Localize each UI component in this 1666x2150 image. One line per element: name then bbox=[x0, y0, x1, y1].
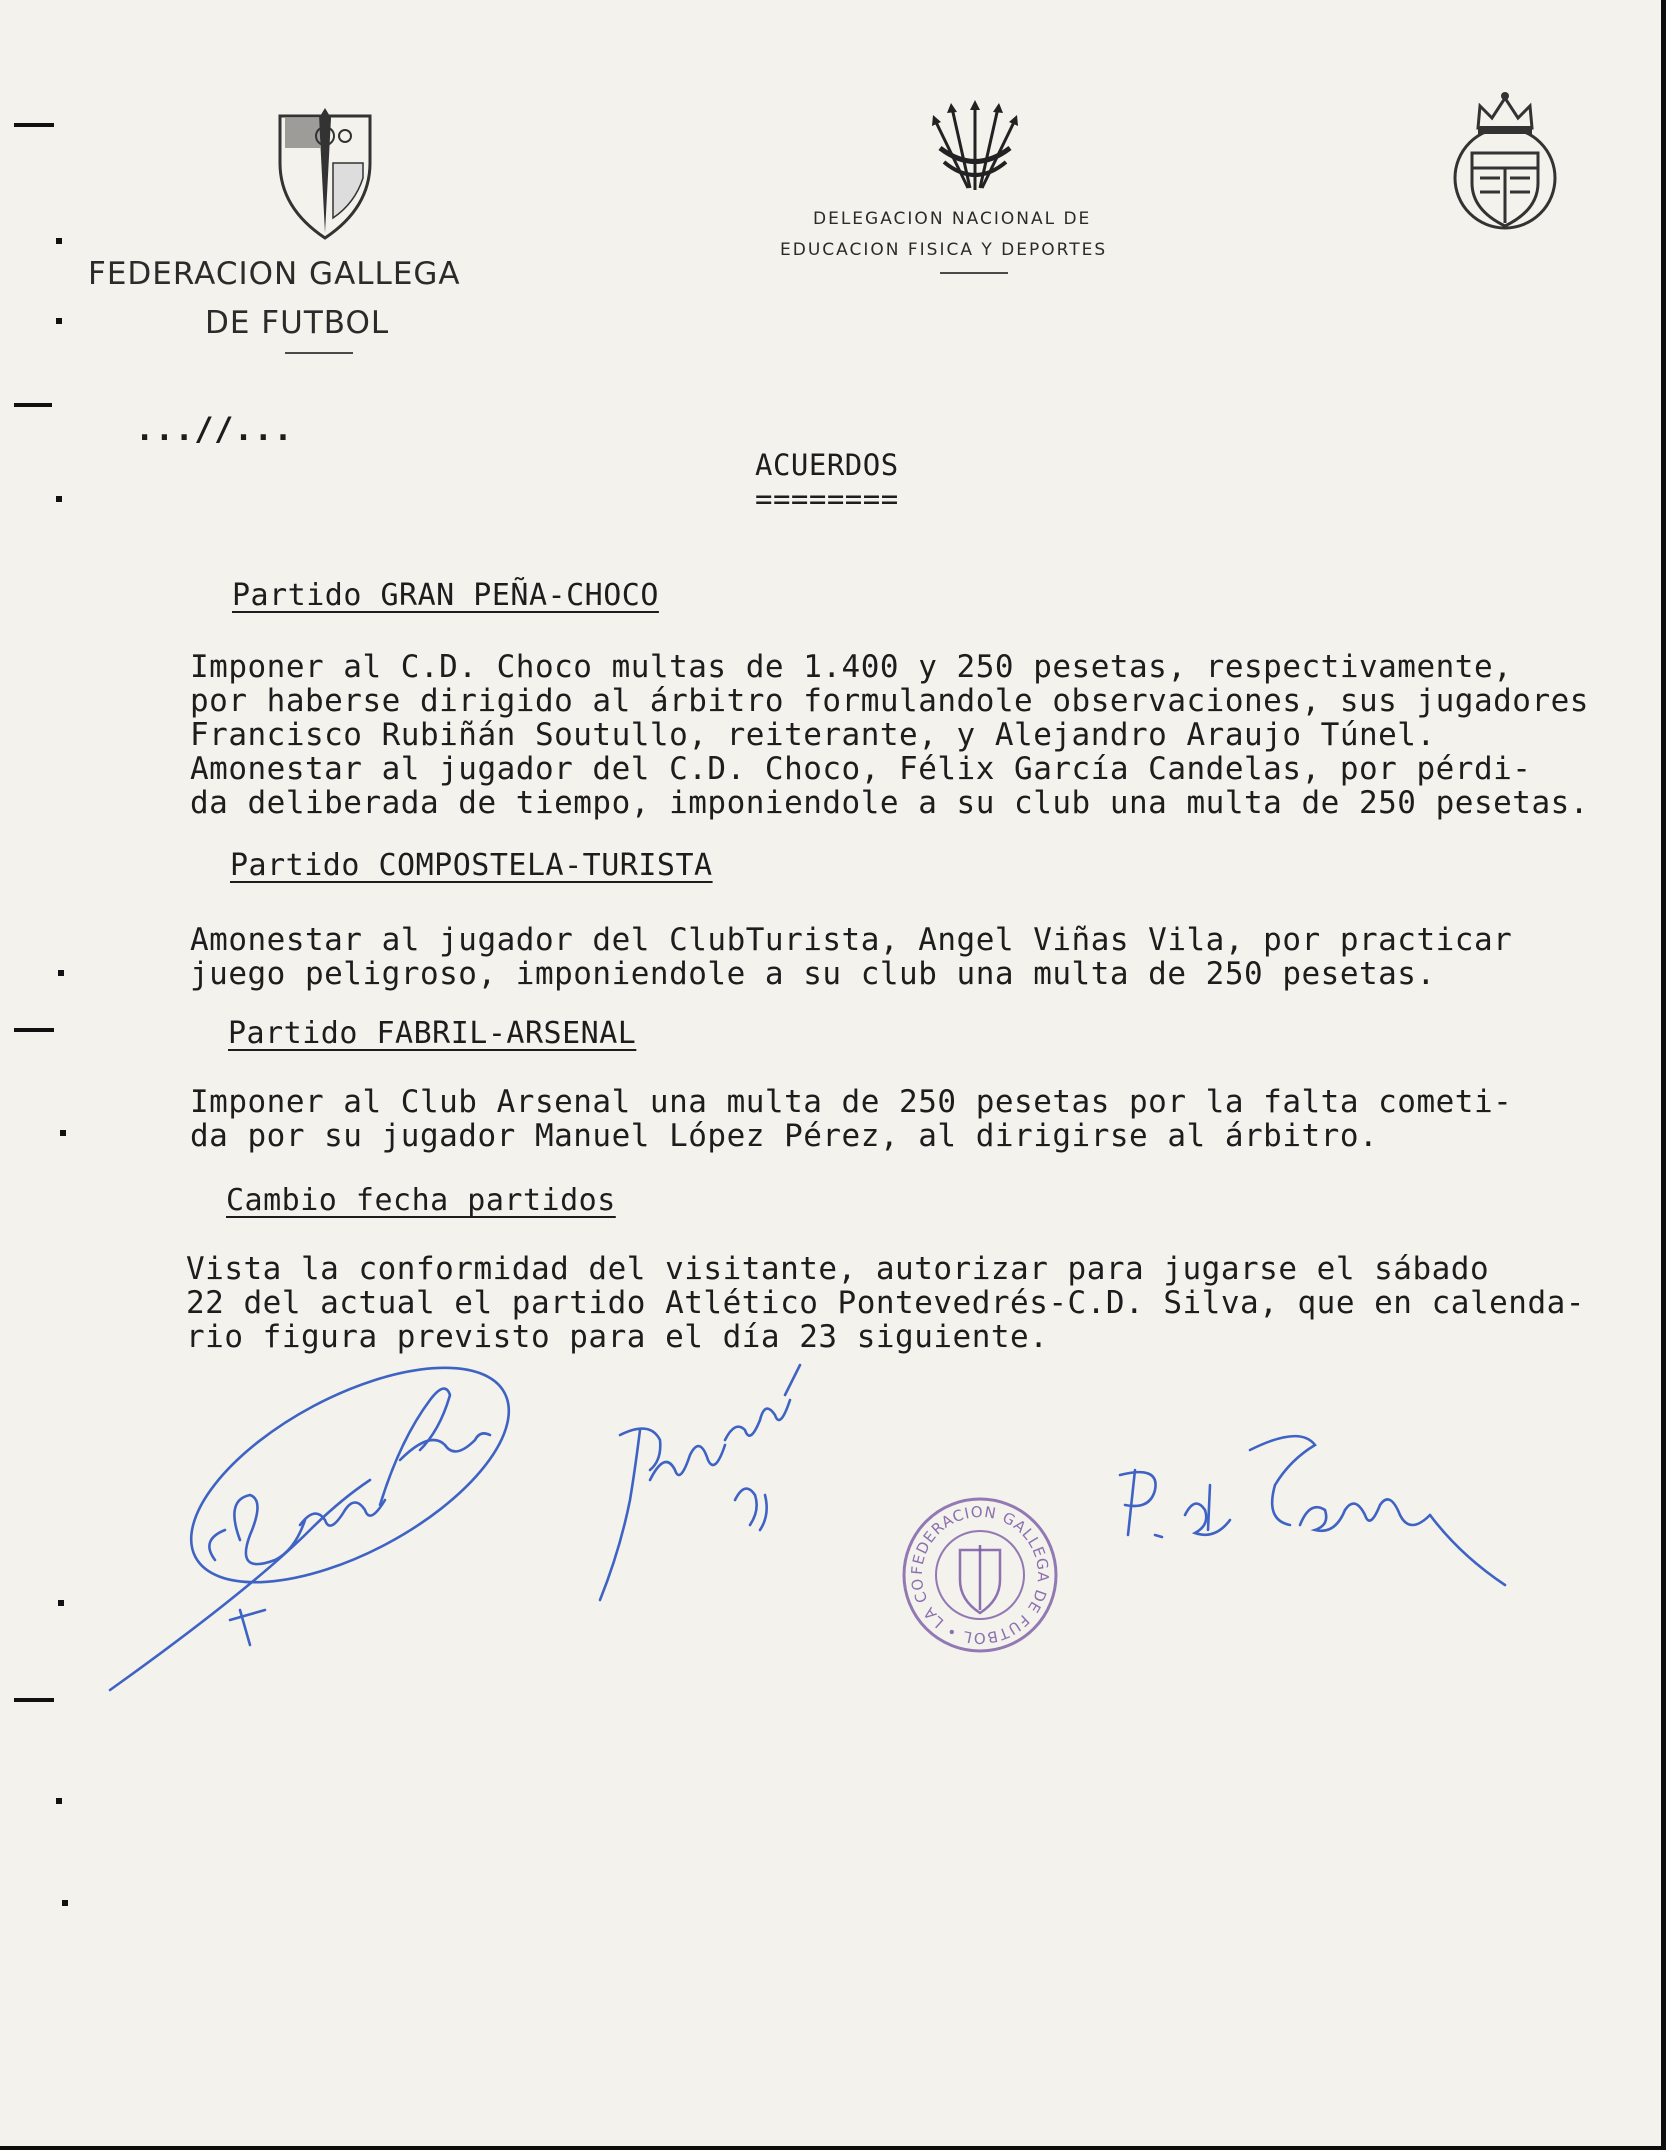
header-rule-left bbox=[285, 352, 353, 354]
section-body bbox=[190, 1085, 1512, 1153]
body-line: Imponer al C.D. Choco multas de 1.400 y 250 pesetas, respectivamente, bbox=[190, 649, 1513, 685]
binding-mark bbox=[14, 1028, 54, 1032]
binding-dot bbox=[62, 1900, 68, 1906]
body-line: Vista la conformidad del visitante, autorizar para jugarse el sábado bbox=[186, 1251, 1490, 1287]
body-line: por haberse dirigido al árbitro formulandole observaciones, sus jugadores bbox=[190, 683, 1589, 719]
binding-dot bbox=[56, 318, 62, 324]
body-line: 22 del actual el partido Atlético Pontevedrés-C.D. Silva, que en calenda- bbox=[186, 1285, 1585, 1321]
binding-dot bbox=[56, 496, 62, 502]
document-title: ACUERDOS bbox=[755, 448, 899, 482]
body-line: Amonestar al jugador del ClubTurista, Angel Viñas Vila, por practicar bbox=[190, 922, 1513, 958]
binding-dot bbox=[56, 1798, 62, 1804]
body-line: Francisco Rubiñán Soutullo, reiterante, y Alejandro Araujo Túnel. bbox=[190, 717, 1436, 753]
federation-name-line2: DE FUTBOL bbox=[205, 305, 390, 341]
delegation-name-line1: DELEGACION NACIONAL DE bbox=[813, 209, 1092, 229]
body-line: juego peligroso, imponiendole a su club una multa de 250 pesetas. bbox=[190, 956, 1436, 992]
federation-stamp bbox=[893, 1481, 1060, 1655]
svg-text:FEDERACION GALLEGA DE FUTBOL • bbox=[894, 1480, 1052, 1647]
section-heading: Partido FABRIL-ARSENAL bbox=[228, 1016, 637, 1051]
signature-1 bbox=[100, 1360, 520, 1700]
binding-dot bbox=[56, 238, 62, 244]
body-line: da deliberada de tiempo, imponiendole a su club una multa de 250 pesetas. bbox=[190, 785, 1589, 821]
delegation-name-line2: EDUCACION FISICA Y DEPORTES bbox=[780, 240, 1108, 260]
header-rule-center bbox=[940, 272, 1008, 274]
binding-dot bbox=[58, 1600, 64, 1606]
binding-mark bbox=[14, 403, 52, 407]
section-body bbox=[190, 923, 1512, 991]
binding-dot bbox=[58, 970, 64, 976]
section-heading: Cambio fecha partidos bbox=[226, 1183, 616, 1218]
federation-shield-icon bbox=[275, 108, 375, 243]
document-title-underline: ======== bbox=[755, 482, 899, 516]
body-line: rio figura previsto para el día 23 siguiente. bbox=[186, 1319, 1049, 1355]
body-line: da por su jugador Manuel López Pérez, al dirigirse al árbitro. bbox=[190, 1118, 1379, 1154]
section-heading: Partido COMPOSTELA-TURISTA bbox=[230, 848, 713, 883]
body-line: Amonestar al jugador del C.D. Choco, Félix García Candelas, por pérdi- bbox=[190, 751, 1532, 787]
section-body bbox=[186, 1252, 1585, 1354]
body-line: Imponer al Club Arsenal una multa de 250 pesetas por la falta cometi- bbox=[190, 1084, 1513, 1120]
binding-dot bbox=[60, 1130, 66, 1136]
stamp-text: FEDERACION GALLEGA DE FUTBOL • LA CORUÑA • bbox=[893, 1481, 1053, 1648]
binding-mark bbox=[14, 1698, 54, 1702]
binding-mark bbox=[14, 123, 54, 127]
page-reference: ...//... bbox=[135, 410, 294, 448]
yoke-arrows-emblem-icon bbox=[930, 100, 1020, 200]
section-heading: Partido GRAN PEÑA-CHOCO bbox=[232, 578, 659, 613]
signature-3 bbox=[1100, 1425, 1520, 1605]
signature-2 bbox=[590, 1360, 820, 1610]
federation-name-line1: FEDERACION GALLEGA bbox=[88, 256, 461, 292]
section-body bbox=[190, 650, 1589, 820]
crowned-crest-icon bbox=[1450, 88, 1560, 233]
